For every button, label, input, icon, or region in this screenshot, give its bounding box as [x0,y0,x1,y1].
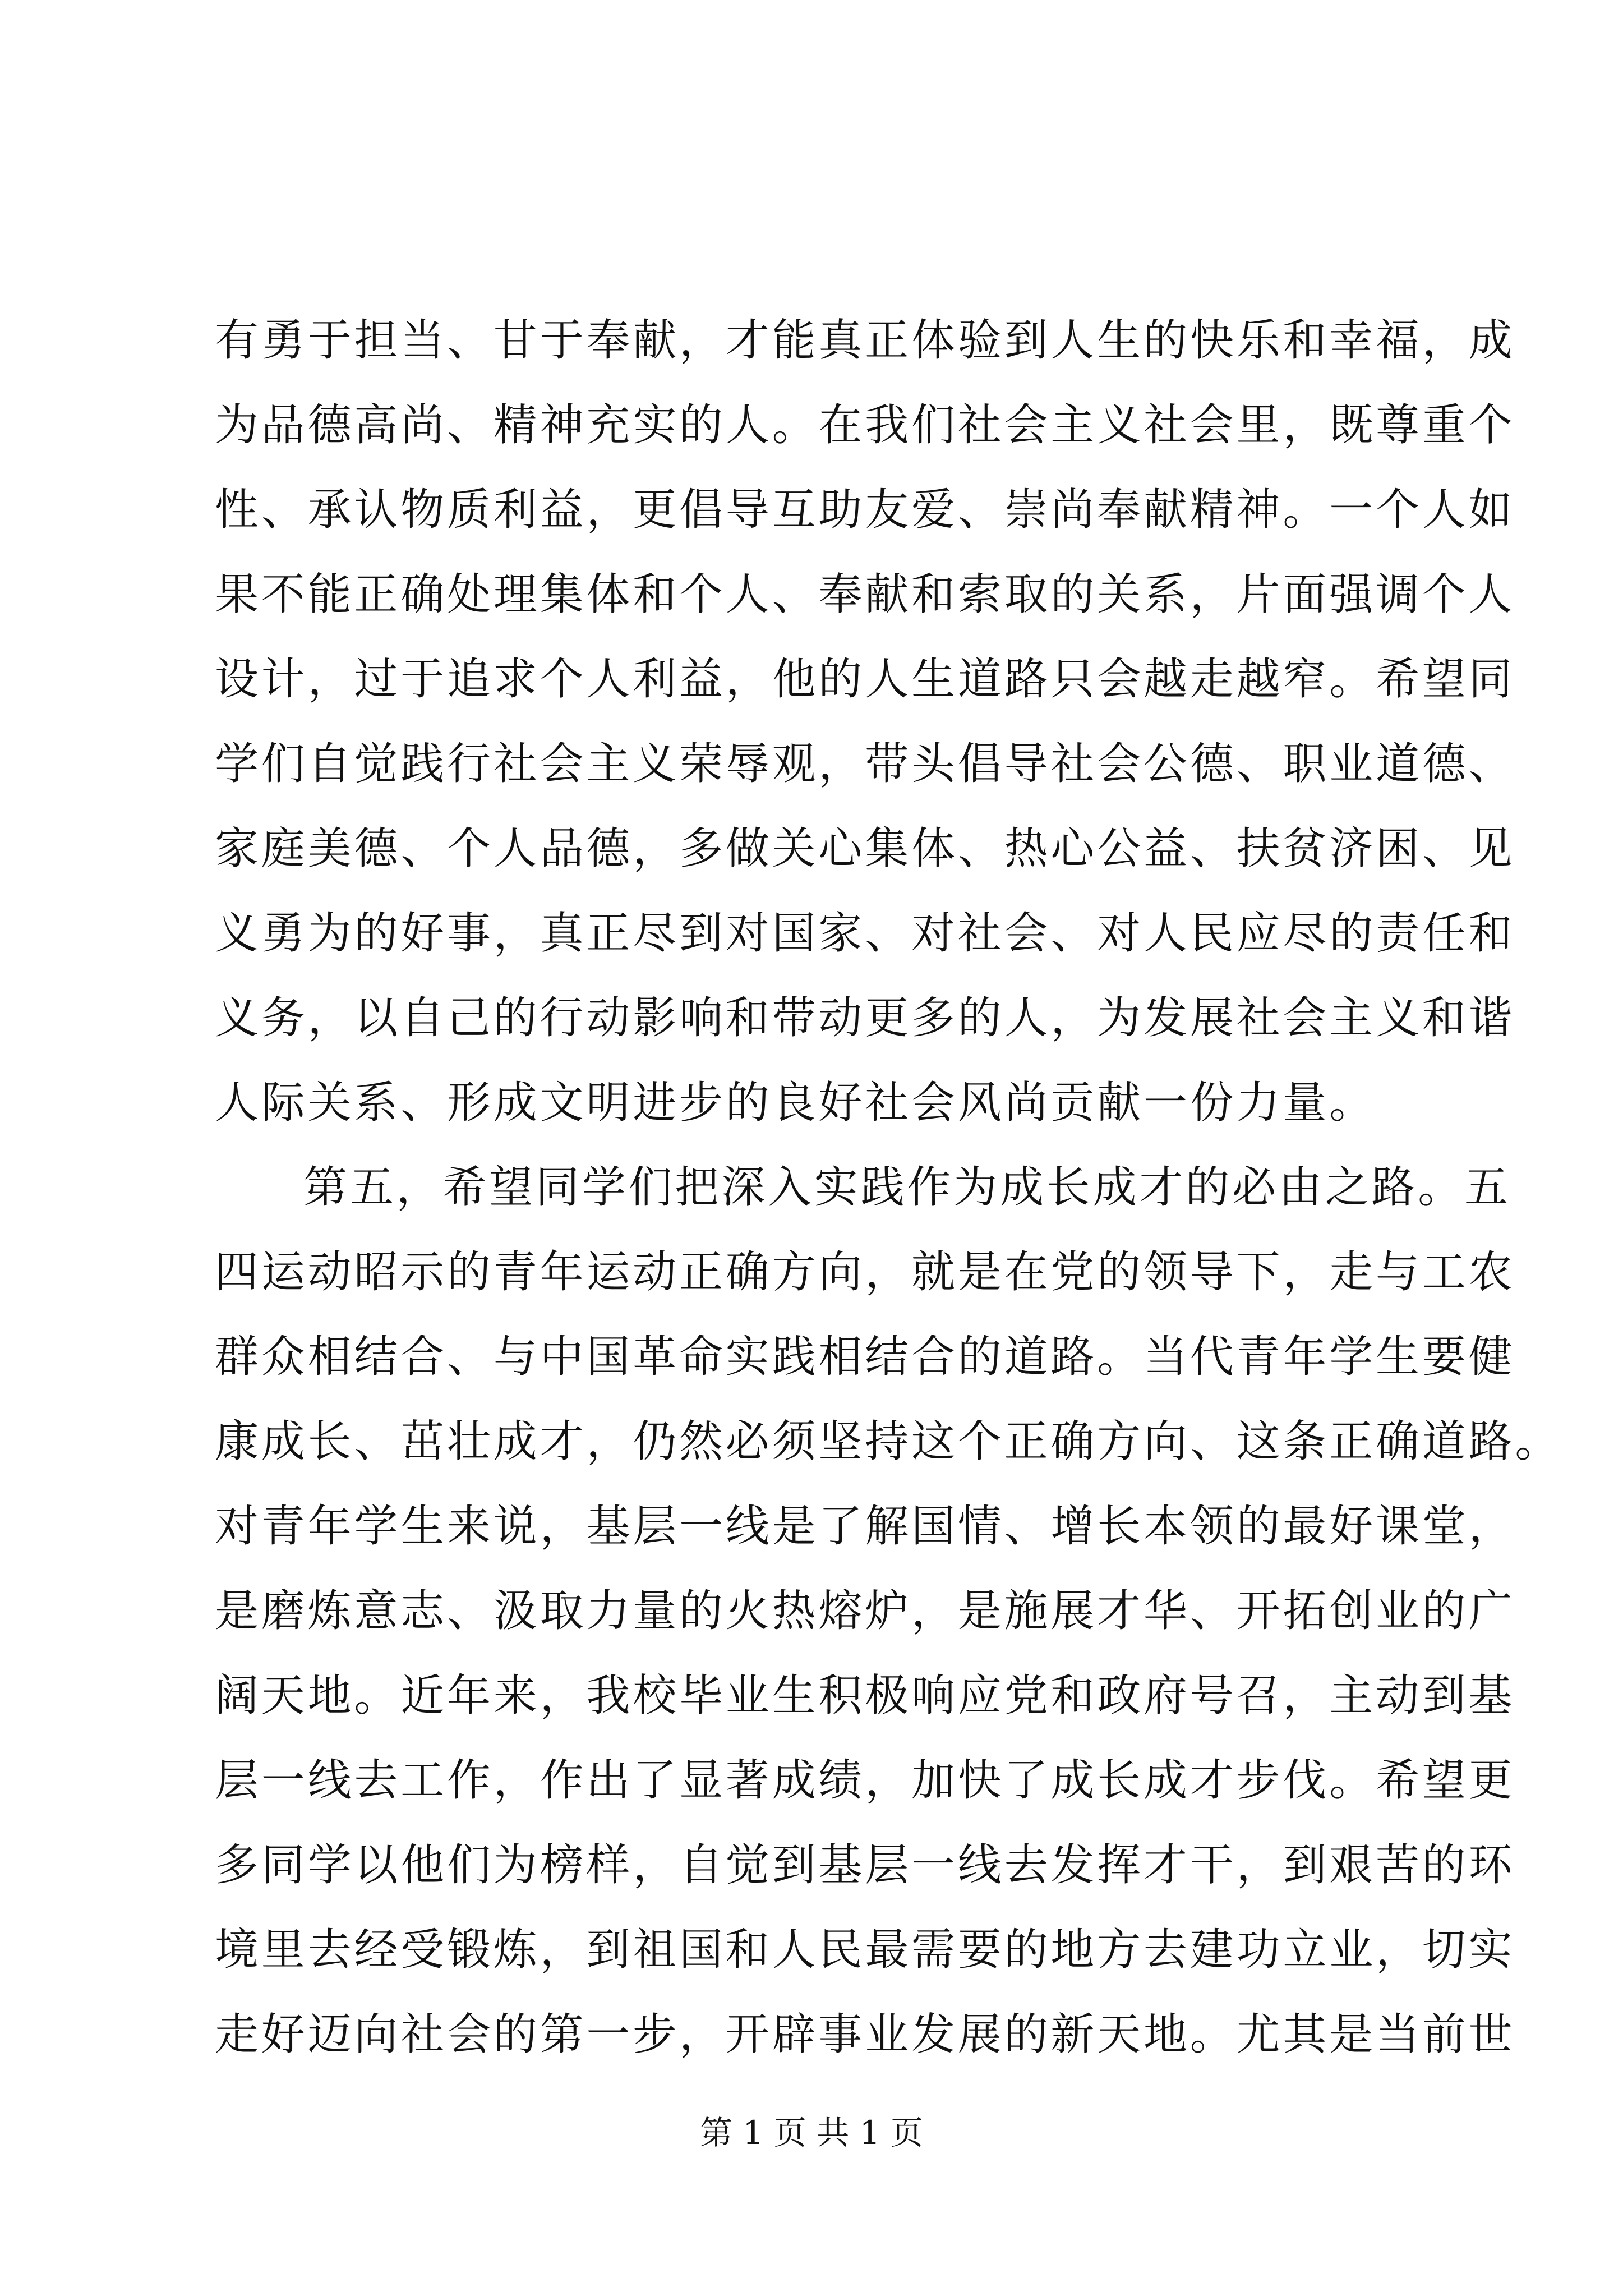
text-line: 康成长、茁壮成才，仍然必须坚持这个正确方向、这条正确道路。 [215,1416,1562,1467]
body-text [215,298,1562,2077]
text-line: 为品德高尚、精神充实的人。在我们社会主义社会里，既尊重个 [215,400,1515,450]
text-line: 义勇为的好事，真正尽到对国家、对社会、对人民应尽的责任和 [215,908,1515,959]
text-line: 阔天地。近年来，我校毕业生积极响应党和政府号召，主动到基 [215,1671,1515,1721]
text-line: 家庭美德、个人品德，多做关心集体、热心公益、扶贫济困、见 [215,823,1515,874]
text-line: 四运动昭示的青年运动正确方向，就是在党的领导下，走与工农 [215,1247,1515,1297]
text-line: 有勇于担当、甘于奉献，才能真正体验到人生的快乐和幸福，成 [215,315,1515,366]
page-footer: 第 1 页 共 1 页 [700,2114,923,2152]
text-line: 境里去经受锻炼，到祖国和人民最需要的地方去建功立业，切实 [215,1925,1515,1975]
text-line: 对青年学生来说，基层一线是了解国情、增长本领的最好课堂， [215,1501,1515,1552]
text-line: 走好迈向社会的第一步，开辟事业发展的新天地。尤其是当前世 [215,2009,1515,2060]
text-line: 设计，过于追求个人利益，他的人生道路只会越走越窄。希望同 [215,654,1515,705]
text-line: 群众相结合、与中国革命实践相结合的道路。当代青年学生要健 [215,1332,1515,1382]
text-line: 义务，以自己的行动影响和带动更多的人，为发展社会主义和谐 [215,993,1515,1043]
text-line: 多同学以他们为榜样，自觉到基层一线去发挥才干，到艰苦的环 [215,1840,1515,1890]
text-line: 层一线去工作，作出了显著成绩，加快了成长成才步伐。希望更 [215,1755,1515,1806]
text-line: 性、承认物质利益，更倡导互助友爱、崇尚奉献精神。一个人如 [215,485,1515,535]
text-line: 果不能正确处理集体和个人、奉献和索取的关系，片面强调个人 [215,569,1515,620]
text-line: 人际关系、形成文明进步的良好社会风尚贡献一份力量。 [215,1078,1376,1128]
paragraph-start-line: 第五，希望同学们把深入实践作为成长成才的必由之路。五 [303,1162,1511,1213]
text-line: 是磨炼意志、汲取力量的火热熔炉，是施展才华、开拓创业的广 [215,1586,1515,1636]
text-line: 学们自觉践行社会主义荣辱观，带头倡导社会公德、职业道德、 [215,739,1515,789]
